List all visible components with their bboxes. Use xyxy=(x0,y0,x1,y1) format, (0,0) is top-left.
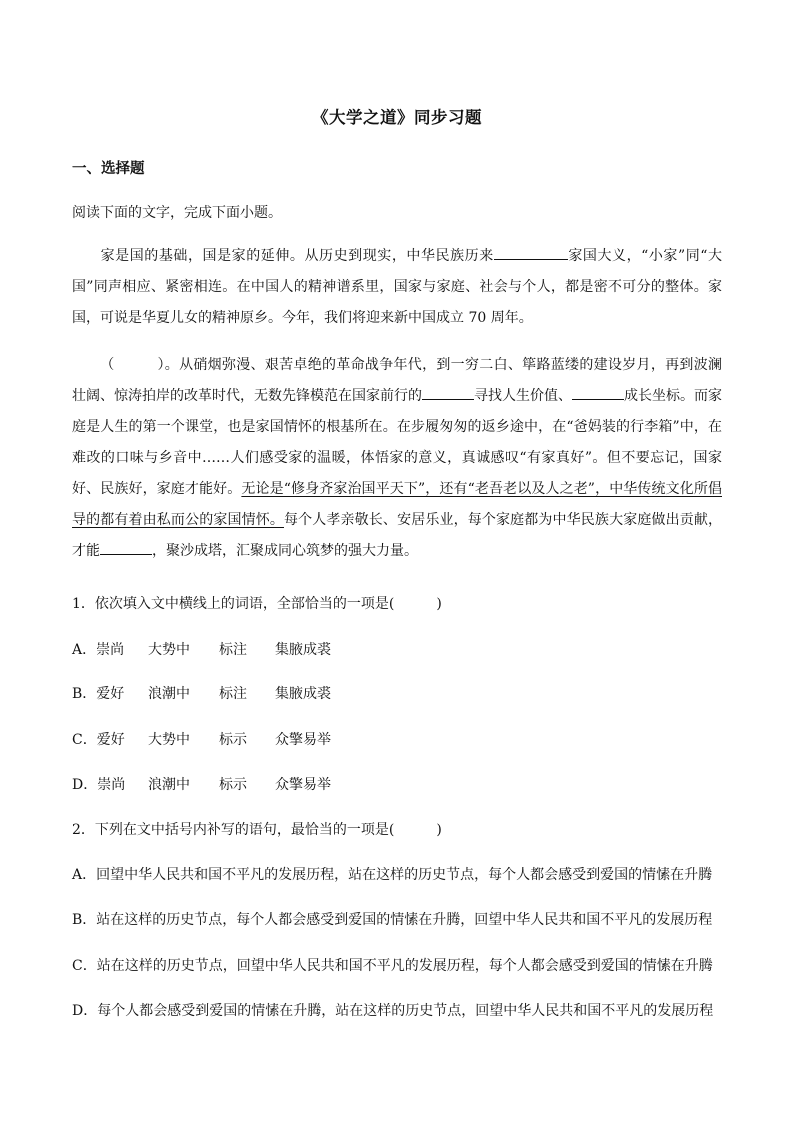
question-2-option-d[interactable]: D．每个人都会感受到爱国的情愫在升腾，站在这样的历史节点，回望中华人民共和国不平凡的发展历程 xyxy=(72,1003,714,1019)
question-2-option-b[interactable]: B．站在这样的历史节点，每个人都会感受到爱国的情愫在升腾，回望中华人民共和国不平凡的发展历程 xyxy=(72,912,713,928)
question-1-stem: 1．依次填入文中横线上的词语，全部恰当的一项是( ) xyxy=(72,596,442,612)
passage-paragraph-2: （ ）。从硝烟弥漫、艰苦卓绝的革命战争年代，到一穷二白、筚路蓝缕的建设岁月，再到波澜壮阔、惊涛拍岸的改革时代，无数先锋模范在国家前行的 寻找人生价值、 成长坐标。而家庭是人生的第一个课堂，也是家国情怀的根基所在。在步履匆匆的返乡途中，在“爸妈装的行李箱”中，在难改的口味与乡音中……人们感受家的温暖，体悟家的意义，真诚感叹“有家真好”。但不要忘记，国家好、民族好，家庭才能好。无论是“修身齐家治国平天下”，还有“老吾老以及人之老”，中华传统文化所倡导的都有着由私而公的家国情怀。每个人孝亲敬长、安居乐业，每个家庭都为中华民族大家庭做出贡献，才能 ，聚沙成塔，汇聚成同心筑梦的强大力量。 xyxy=(72,357,722,559)
question-1-option-b[interactable]: B．爱好 浪潮中 标注 集腋成裘 xyxy=(72,686,331,702)
page-title: 《大学之道》同步习题 xyxy=(312,108,482,127)
fill-blank-1 xyxy=(494,245,568,260)
question-2-option-a[interactable]: A．回望中华人民共和国不平凡的发展历程，站在这样的历史节点，每个人都会感受到爱国的情愫在升腾 xyxy=(72,867,713,883)
passage-paragraph-1: 家是国的基础，国是家的延伸。从历史到现实，中华民族历来 家国大义，“小家”同“大国”同声相应、紧密相连。在中国人的精神谱系里，国家与家庭、社会与个人，都是密不可分的整体。家国，可说是华夏儿女的精神原乡。今年，我们将迎来新中国成立 70 周年。 xyxy=(72,241,722,334)
question-1-option-c[interactable]: C．爱好 大势中 标示 众擎易举 xyxy=(72,732,331,748)
fill-blank-3 xyxy=(572,385,624,400)
instruction-text: 阅读下面的文字，完成下面小题。 xyxy=(72,205,282,221)
underlined-sentence: 无论是“修身齐家治国平天下”，还有“老吾老以及人之老”，中华传统文化所倡导的都有着由私而公的家国情怀。 xyxy=(72,481,722,528)
question-2-option-c[interactable]: C．站在这样的历史节点，回望中华人民共和国不平凡的发展历程，每个人都会感受到爱国的情愫在升腾 xyxy=(72,958,713,974)
question-1-option-d[interactable]: D．崇尚 浪潮中 标示 众擎易举 xyxy=(72,777,331,793)
fill-blank-4 xyxy=(100,540,152,555)
section-heading: 一、选择题 xyxy=(72,160,145,177)
fill-blank-2 xyxy=(422,385,474,400)
question-2-stem: 2．下列在文中括号内补写的语句，最恰当的一项是( ) xyxy=(72,822,442,838)
question-1-option-a[interactable]: A．崇尚 大势中 标注 集腋成裘 xyxy=(72,642,331,658)
